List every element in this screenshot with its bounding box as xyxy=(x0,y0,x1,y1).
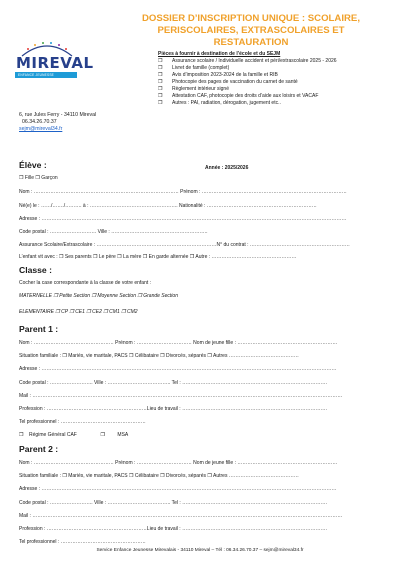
document-item: ❒ Autres : PAI, radiation, dérogation, jugement etc.. xyxy=(158,99,281,106)
title-line-1: DOSSIER D’INSCRIPTION UNIQUE : SCOLAIRE, xyxy=(141,13,360,24)
checkbox-icon[interactable]: ❒ xyxy=(158,58,163,65)
parent2-mail-field[interactable]: Mail : …………………………………………………………………………………………………………………………………………………………………… xyxy=(19,513,343,519)
section-heading-eleve: Élève : xyxy=(19,160,47,170)
parent1-profession-field[interactable]: Profession : ……………………………………………………Lieu de travail : …………………………………………………………………………… xyxy=(19,406,328,412)
sex-choice[interactable]: ❒ Fille ❒ Garçon xyxy=(19,175,58,181)
parent2-pro-phone-field[interactable]: Tel professionnel : …………………………………………… xyxy=(19,539,146,545)
document-item: ❒ Livret de famille (complet) xyxy=(158,65,230,72)
classe-instruction: Cocher la case correspondante à la classe de votre enfant : xyxy=(19,280,152,286)
eleve-insurance-field[interactable]: Assurance Scolaire/Extrascolaire : ………………………………………………………………N° du contrat : …………………………………………………… xyxy=(19,242,350,248)
parent1-city-field[interactable]: Code postal : …………………….. Ville : ……………………………….. Tel : …………………………………………………………………………… xyxy=(19,380,328,386)
parent2-address-field[interactable]: Adresse : …………………………………………………………………………………………………………………………………………………………… xyxy=(19,486,337,492)
parent2-profession-field[interactable]: Profession : ……………………………………………………Lieu de travail : …………………………………………………………………………… xyxy=(19,526,328,532)
logo-tagline: ENFANCE JEUNESSE xyxy=(18,73,54,77)
page-title xyxy=(120,13,382,49)
parent1-regime-choice[interactable]: ❒ Régime Général CAF ❒ MSA xyxy=(19,432,129,438)
parent1-name-field[interactable]: Nom : ………………………………………… Prénom : …………………………… Nom de jeune fille : …………………………………………………… xyxy=(19,340,338,346)
checkbox-icon[interactable]: ❒ xyxy=(158,99,163,106)
address-block xyxy=(19,112,96,133)
section-heading-parent1: Parent 1 : xyxy=(19,324,59,334)
document-item: ❒ Attestation CAF, photocopie des droits d’aide aux loisirs et VACAF xyxy=(158,92,319,99)
checkbox-icon[interactable]: ❒ xyxy=(158,65,163,72)
parent1-address-field[interactable]: Adresse : …………………………………………………………………………………………………………………………………………………………… xyxy=(19,366,337,372)
parent2-situation-choice[interactable]: Situation familiale : ❒ Mariés, vie maritale, PACS ❒ Célibataire ❒ Divorcés, séparés ❒ Autres …………………………………… xyxy=(19,473,299,479)
maternelle-choice[interactable]: MATERNELLE ❒ Petite Section ❒ Moyenne Section ❒ Grande Section xyxy=(19,293,178,299)
checkbox-icon[interactable]: ❒ xyxy=(158,92,163,99)
document-item: ❒ Assurance scolaire / Individuelle accident et péri/extrascolaire 2025 - 2026 xyxy=(158,58,337,65)
checkbox-icon[interactable]: ❒ xyxy=(158,86,163,93)
logo-text: MIREVAL xyxy=(16,54,94,72)
address-phone: 06.34.26.70.37 xyxy=(22,119,57,125)
eleve-name-field[interactable]: Nom : …………………………………………………………………………… Prénom : …………………………………………………………………………… xyxy=(19,189,347,195)
eleve-city-field[interactable]: Code postal : ………………………. Ville : …………………………………………………. xyxy=(19,229,208,235)
parent1-mail-field[interactable]: Mail : …………………………………………………………………………………………………………………………………………………………………… xyxy=(19,393,343,399)
elementaire-choice[interactable]: ELEMENTAIRE ❒ CP ❒ CE1 ❒ CE2 ❒ CM1 ❒ CM2 xyxy=(19,309,138,315)
eleve-birth-field[interactable]: Né(e) le : ……/……./………. à : …………………………………………….. Nationalité : ………………………………………………………… xyxy=(19,203,317,209)
document-item: ❒ Règlement intérieur signé xyxy=(158,86,229,93)
parent2-name-field[interactable]: Nom : ………………………………………… Prénom : …………………………… Nom de jeune fille : …………………………………………………… xyxy=(19,460,338,466)
mireval-logo xyxy=(12,40,94,82)
address-street: 6, rue Jules Ferry - 34110 Mireval xyxy=(19,112,97,118)
parent1-pro-phone-field[interactable]: Tel professionnel : …………………………………………… xyxy=(19,419,146,425)
title-line-2: PERISCOLAIRES, EXTRASCOLAIRES ET RESTAURATION xyxy=(157,25,345,48)
lives-with-choice[interactable]: L’enfant vit avec : ❒ Ses parents ❒ Le père ❒ La mère ❒ En garde alternée ❒ Autre : …………………………………………… xyxy=(19,254,297,260)
section-heading-classe: Classe : xyxy=(19,265,52,275)
page-footer: Service Enfance Jeunesse Mirevalais - 34110 Mireval – Tél : 06.34.26.70.37 – sejm@mireval34.fr xyxy=(96,548,304,553)
document-item: ❒ Avis d’imposition 2023-2024 de la famille et RIB xyxy=(158,72,278,79)
address-email[interactable]: sejm@mireval34.fr xyxy=(19,126,63,132)
school-year: Année : 2025/2026 xyxy=(205,165,249,171)
checkbox-icon[interactable]: ❒ xyxy=(158,72,163,79)
parent1-situation-choice[interactable]: Situation familiale : ❒ Mariés, vie maritale, PACS ❒ Célibataire ❒ Divorcés, séparés ❒ Autres …………………………………… xyxy=(19,353,299,359)
parent2-city-field[interactable]: Code postal : …………………….. Ville : ……………………………….. Tel : …………………………………………………………………………… xyxy=(19,500,328,506)
documents-heading: Pièces à fournir à destination de l’école et du SEJM xyxy=(158,51,281,57)
checkbox-icon[interactable]: ❒ xyxy=(158,79,163,86)
section-heading-parent2: Parent 2 : xyxy=(19,444,59,454)
documents-list xyxy=(158,51,337,107)
eleve-address-field[interactable]: Adresse : ………………………………………………………………………………………………………………………………………………………………… xyxy=(19,216,347,222)
document-item: ❒ Photocopie des pages de vaccination du carnet de santé xyxy=(158,79,298,86)
